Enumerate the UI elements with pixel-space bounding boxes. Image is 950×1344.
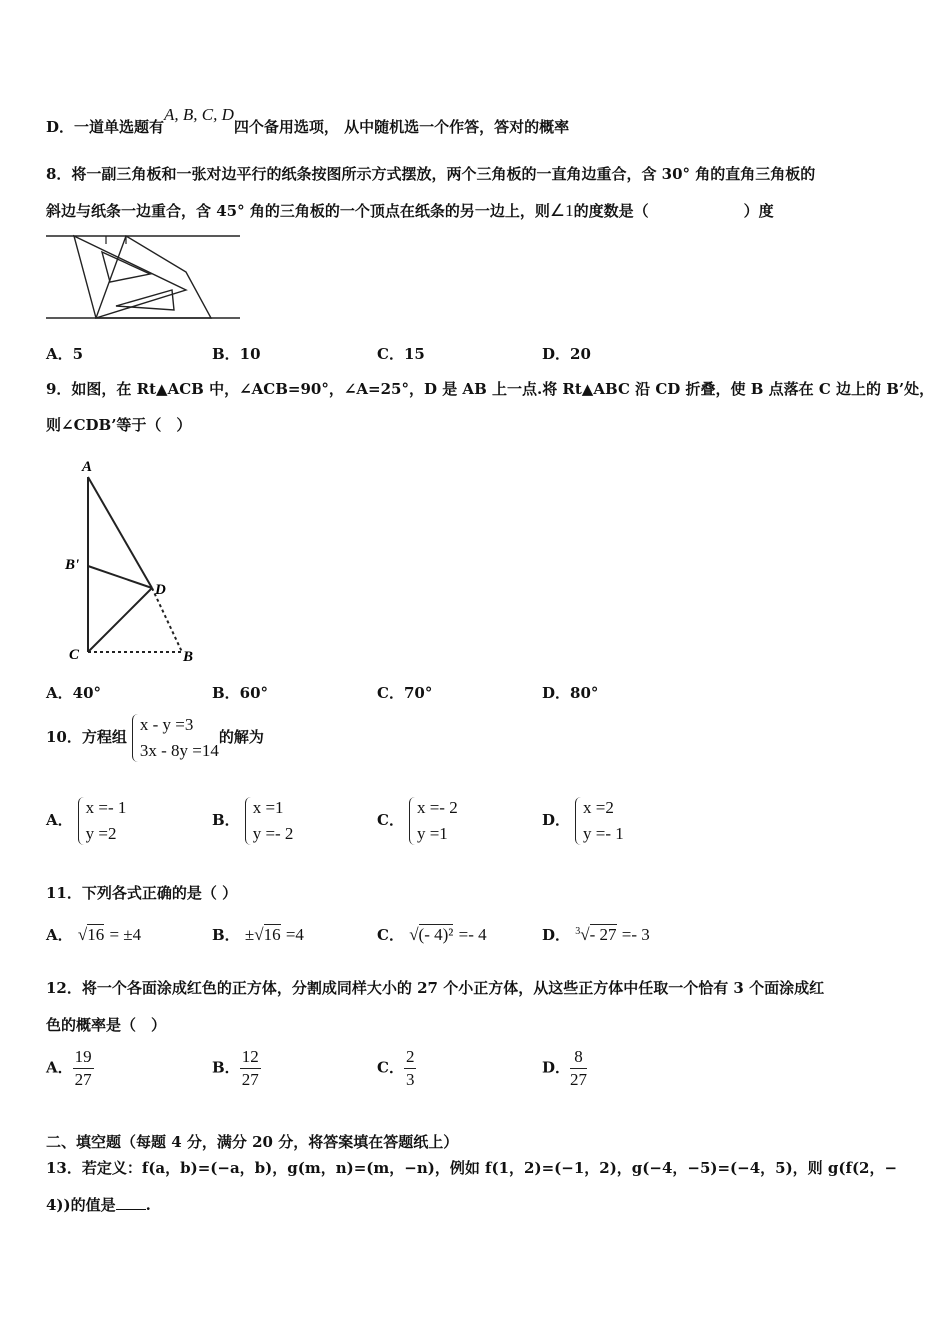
- q8-option-a[interactable]: A．5: [46, 345, 84, 363]
- q8-option-c[interactable]: C．15: [377, 345, 425, 363]
- sqrt-sign-icon: √: [409, 925, 419, 944]
- q9-label-c: C: [69, 647, 80, 663]
- q10-option-a[interactable]: A． x =- 1 y =2: [46, 795, 126, 847]
- q9-label-bprime: B': [65, 557, 80, 573]
- q11-option-a[interactable]: A． √16 = ±4: [46, 925, 142, 944]
- q9-label-a: A: [82, 459, 93, 475]
- q12-stem-line2: 色的概率是（ ）: [46, 1016, 167, 1034]
- q11-option-c[interactable]: C． √(- 4)² =- 4: [377, 925, 487, 944]
- q10-option-b[interactable]: B． x =1 y =- 2: [212, 795, 293, 847]
- q12-option-c[interactable]: C． $\frac{2}{3}$: [377, 1047, 415, 1089]
- q11-stem: 11．下列各式正确的是（ ）: [46, 884, 238, 902]
- q9-option-d[interactable]: D．80°: [542, 684, 599, 702]
- q10-option-d[interactable]: D． x =2 y =- 1: [542, 795, 624, 847]
- q9-label-b: B: [183, 649, 194, 665]
- q10-option-c[interactable]: C． x =- 2 y =1: [377, 795, 458, 847]
- q13-answer-blank[interactable]: [116, 1209, 146, 1210]
- sqrt-sign-icon: √: [254, 925, 264, 944]
- q11-option-d[interactable]: D． $^3$√- 27 =- 3: [542, 925, 650, 944]
- q9-option-a[interactable]: A．40°: [46, 684, 102, 702]
- q8-option-d[interactable]: D．20: [542, 345, 591, 363]
- q8-stem-line2: 斜边与纸条一边重合，含 45° 角的三角板的一个顶点在纸条的另一边上，则∠1的度数是（ ）度: [46, 201, 774, 220]
- q9-option-b[interactable]: B．60°: [212, 684, 269, 702]
- q9-stem-line1: 9．如图，在 Rt▲ACB 中，∠ACB=90°，∠A=25°，D 是 AB 上一点.将 Rt▲ABC 沿 CD 折叠，使 B 点落在 C 边上的 B’处，: [46, 380, 935, 398]
- sqrt-sign-icon: √: [77, 925, 88, 944]
- q12-option-d[interactable]: D． $\frac{8}{27}$: [542, 1047, 588, 1089]
- q9-stem-line2: 则∠CDB’等于（ ）: [46, 416, 192, 434]
- q10-equation-system: x - y =3 3x - 8y =14: [131, 712, 219, 764]
- q12-option-b[interactable]: B． $\frac{12}{27}$: [212, 1047, 259, 1089]
- q12-stem-line1: 12．将一个各面涂成红色的正方体，分割成同样大小的 27 个小正方体，从这些正方体中任取一个恰有 3 个面涂成红: [46, 979, 825, 997]
- q8-figure: [46, 230, 246, 322]
- q13-stem-line1: 13．若定义：f(a，b)=(−a，b)，g(m，n)=(m，−n)，例如 f(1，2)=(−1，2)，g(−4，−5)=(−4，5)，则 g(f(2，−: [46, 1159, 898, 1177]
- section-2-heading: 二、填空题（每题 4 分，满分 20 分，将答案填在答题纸上）: [46, 1133, 459, 1151]
- q7-options-math: A, B, C, D: [164, 105, 234, 124]
- q8-option-b[interactable]: B．10: [212, 345, 261, 363]
- cbrt-sign-icon: √: [580, 925, 590, 944]
- q12-option-a[interactable]: A． $\frac{19}{27}$: [46, 1047, 92, 1089]
- q10-stem: 10．方程组 x - y =3 3x - 8y =14 的解为: [46, 712, 264, 764]
- q9-label-d: D: [155, 582, 166, 598]
- q8-stem-line1: 8．将一副三角板和一张对边平行的纸条按图所示方式摆放，两个三角板的一直角边重合，含 30° 角的直角三角板的: [46, 165, 816, 183]
- q13-stem-line2: 4))的值是 .: [46, 1196, 151, 1214]
- q9-option-c[interactable]: C．70°: [377, 684, 433, 702]
- q7-option-d: D．一道单选题有A, B, C, D四个备用选项， 从中随机选一个作答，答对的概率: [46, 105, 570, 136]
- q11-option-b[interactable]: B． ±√16 =4: [212, 925, 304, 944]
- q9-figure: [60, 455, 210, 670]
